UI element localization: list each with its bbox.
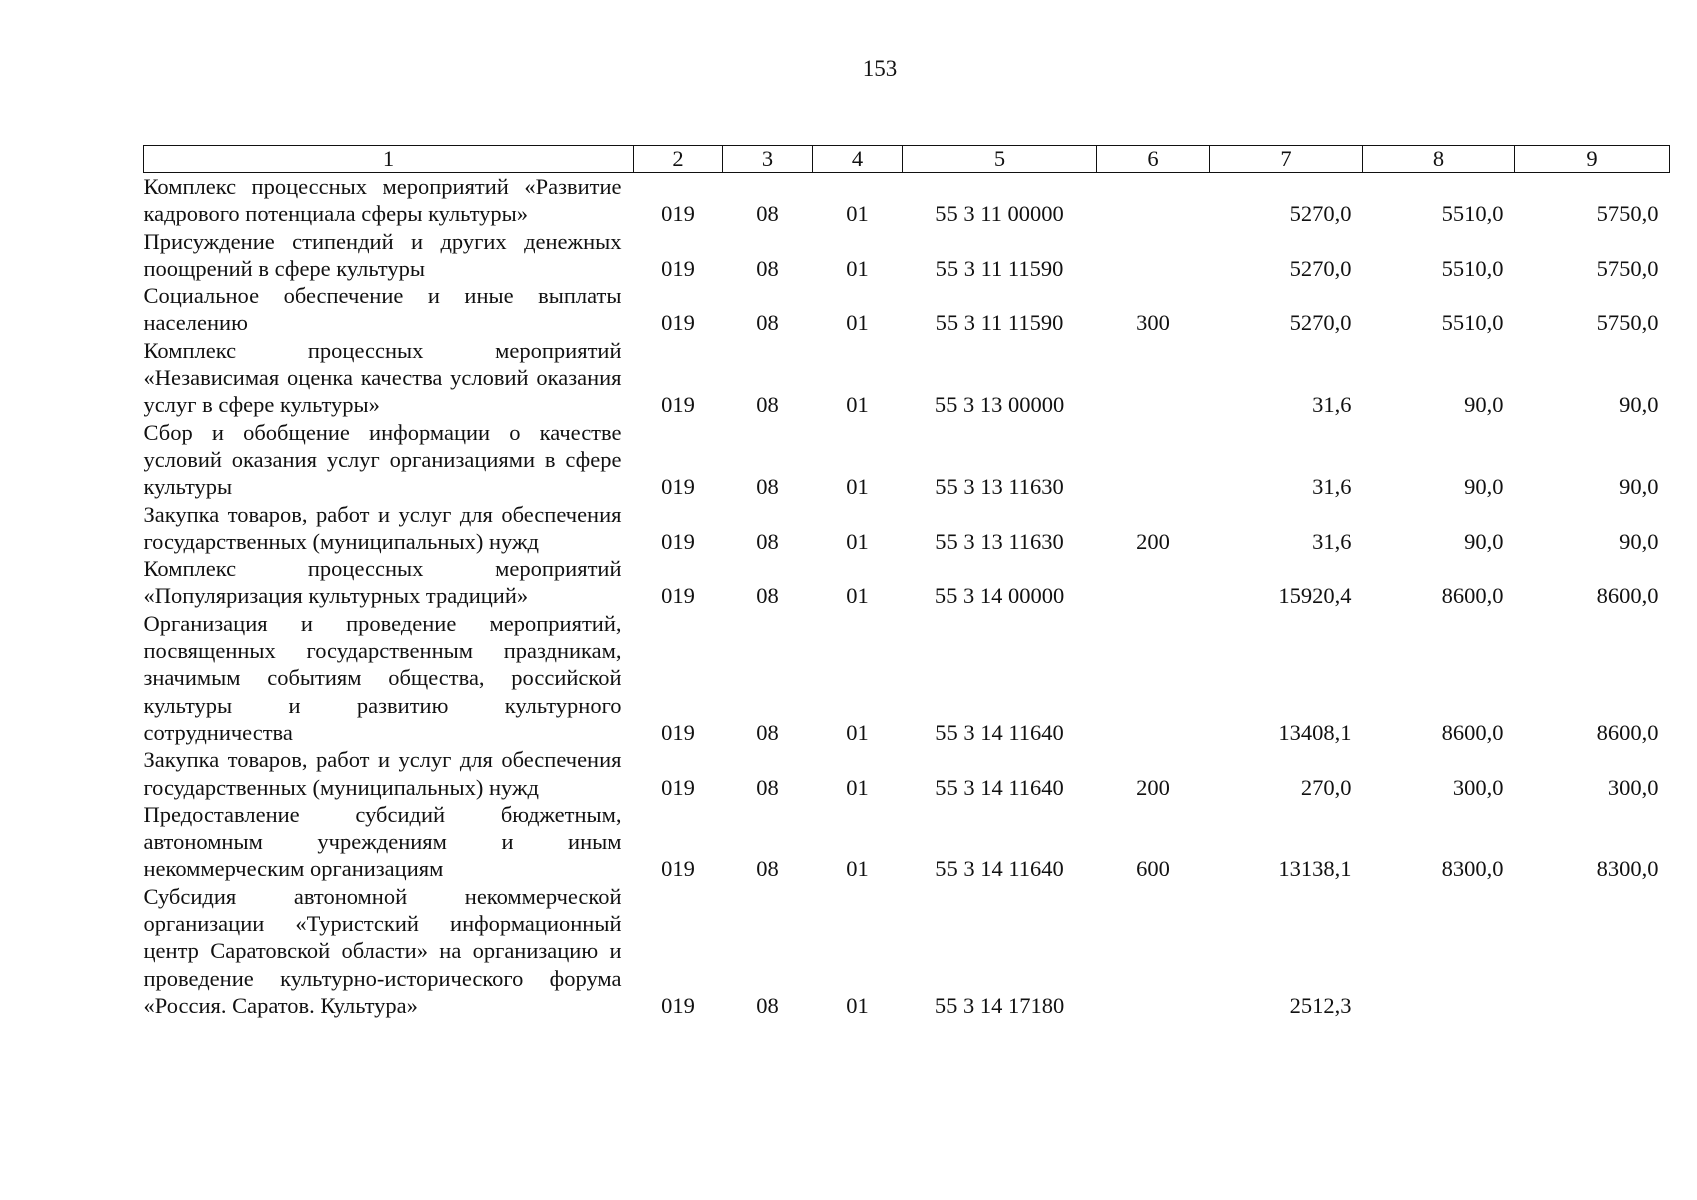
table-body bbox=[144, 173, 1670, 1020]
table-row bbox=[144, 501, 1670, 556]
cell-amount-col8: 8300,0 bbox=[1441, 856, 1504, 882]
cell-subsection-code: 01 bbox=[846, 992, 869, 1018]
column-header-8: 8 bbox=[1363, 146, 1515, 173]
cell-amount-col7: 13408,1 bbox=[1278, 719, 1352, 745]
row-description: Закупка товаров, работ и услуг для обеспечения государственных (муниципальных) нужд bbox=[143, 501, 622, 554]
cell-subsection-code: 01 bbox=[846, 774, 869, 800]
cell-subsection-code: 01 bbox=[846, 474, 869, 500]
cell-target-item-code: 55 3 13 00000 bbox=[934, 392, 1065, 418]
cell-amount-col7: 5270,0 bbox=[1289, 201, 1352, 227]
row-description: Социальное обеспечение и иные выплаты населению bbox=[143, 283, 622, 336]
cell-section-code: 08 bbox=[756, 201, 779, 227]
cell-ministry-code: 019 bbox=[661, 392, 695, 418]
cell-subsection-code: 01 bbox=[846, 201, 869, 227]
cell-amount-col9: 8300,0 bbox=[1596, 856, 1659, 882]
cell-amount-col8: 5510,0 bbox=[1441, 201, 1504, 227]
cell-section-code: 08 bbox=[756, 856, 779, 882]
table-row bbox=[144, 282, 1670, 337]
cell-amount-col8: 300,0 bbox=[1452, 774, 1504, 800]
column-header-5: 5 bbox=[903, 146, 1097, 173]
cell-target-item-code: 55 3 11 11590 bbox=[935, 310, 1064, 336]
cell-amount-col8: 90,0 bbox=[1464, 474, 1504, 500]
cell-subsection-code: 01 bbox=[846, 719, 869, 745]
page-number: 153 bbox=[862, 56, 898, 81]
cell-ministry-code: 019 bbox=[661, 474, 695, 500]
cell-amount-col9 bbox=[1515, 883, 1670, 1019]
row-description: Комплекс процессных мероприятий «Независимая оценка качества условий оказания услуг в сфере культуры» bbox=[143, 337, 622, 418]
column-header-1: 1 bbox=[144, 146, 634, 173]
cell-subsection-code: 01 bbox=[846, 856, 869, 882]
table-row bbox=[144, 419, 1670, 501]
cell-target-item-code: 55 3 14 11640 bbox=[935, 856, 1064, 882]
cell-expense-type-code bbox=[1097, 173, 1210, 228]
cell-amount-col7: 15920,4 bbox=[1278, 583, 1352, 609]
cell-amount-col8: 5510,0 bbox=[1441, 255, 1504, 281]
cell-section-code: 08 bbox=[756, 774, 779, 800]
cell-section-code: 08 bbox=[756, 255, 779, 281]
cell-amount-col7: 13138,1 bbox=[1278, 856, 1352, 882]
cell-amount-col8: 8600,0 bbox=[1441, 719, 1504, 745]
table-row bbox=[144, 746, 1670, 801]
row-description: Закупка товаров, работ и услуг для обеспечения государственных (муниципальных) нужд bbox=[143, 747, 622, 800]
cell-target-item-code: 55 3 13 11630 bbox=[935, 474, 1064, 500]
cell-ministry-code: 019 bbox=[661, 583, 695, 609]
table-row bbox=[144, 801, 1670, 883]
cell-amount-col9: 90,0 bbox=[1619, 528, 1659, 554]
cell-expense-type-code bbox=[1097, 883, 1210, 1019]
cell-ministry-code: 019 bbox=[661, 856, 695, 882]
cell-amount-col9: 90,0 bbox=[1619, 474, 1659, 500]
header-row bbox=[144, 146, 1670, 173]
cell-amount-col8: 90,0 bbox=[1464, 392, 1504, 418]
cell-amount-col7: 270,0 bbox=[1300, 774, 1352, 800]
cell-subsection-code: 01 bbox=[846, 528, 869, 554]
cell-amount-col8 bbox=[1363, 883, 1515, 1019]
cell-expense-type-code bbox=[1097, 610, 1210, 746]
table-row bbox=[144, 610, 1670, 746]
table-row bbox=[144, 228, 1670, 283]
table-row bbox=[144, 555, 1670, 610]
cell-amount-col7: 2512,3 bbox=[1289, 992, 1352, 1018]
cell-target-item-code: 55 3 11 00000 bbox=[935, 201, 1064, 227]
cell-section-code: 08 bbox=[756, 310, 779, 336]
column-header-3: 3 bbox=[723, 146, 813, 173]
cell-section-code: 08 bbox=[756, 719, 779, 745]
cell-ministry-code: 019 bbox=[661, 255, 695, 281]
column-header-6: 6 bbox=[1097, 146, 1210, 173]
cell-amount-col8: 5510,0 bbox=[1441, 310, 1504, 336]
cell-amount-col9: 8600,0 bbox=[1596, 583, 1659, 609]
cell-subsection-code: 01 bbox=[846, 310, 869, 336]
column-number-header bbox=[144, 146, 1670, 173]
cell-subsection-code: 01 bbox=[846, 583, 869, 609]
cell-ministry-code: 019 bbox=[661, 201, 695, 227]
row-description: Комплекс процессных мероприятий «Развитие кадрового потенциала сферы культуры» bbox=[143, 174, 622, 227]
table-row bbox=[144, 173, 1670, 228]
cell-target-item-code: 55 3 14 17180 bbox=[934, 992, 1065, 1018]
cell-ministry-code: 019 bbox=[661, 528, 695, 554]
column-header-7: 7 bbox=[1210, 146, 1363, 173]
cell-amount-col9: 5750,0 bbox=[1596, 201, 1659, 227]
cell-expense-type-code bbox=[1097, 419, 1210, 501]
cell-amount-col9: 5750,0 bbox=[1596, 255, 1659, 281]
table-row bbox=[144, 883, 1670, 1019]
row-description: Организация и проведение мероприятий, посвященных государственным праздникам, значимым событиям общества, российской культуры и развитию культурного сотрудничества bbox=[143, 610, 622, 745]
cell-amount-col9: 90,0 bbox=[1619, 392, 1659, 418]
cell-amount-col7: 5270,0 bbox=[1289, 310, 1352, 336]
cell-amount-col9: 300,0 bbox=[1607, 774, 1659, 800]
cell-ministry-code: 019 bbox=[661, 310, 695, 336]
cell-amount-col7: 31,6 bbox=[1312, 474, 1352, 500]
cell-expense-type-code bbox=[1097, 555, 1210, 610]
column-header-9: 9 bbox=[1515, 146, 1670, 173]
row-description: Комплекс процессных мероприятий «Популяризация культурных традиций» bbox=[143, 556, 622, 609]
cell-expense-type-code: 200 bbox=[1136, 774, 1170, 800]
cell-target-item-code: 55 3 14 11640 bbox=[935, 774, 1064, 800]
cell-subsection-code: 01 bbox=[846, 392, 869, 418]
cell-expense-type-code: 300 bbox=[1136, 310, 1170, 336]
cell-target-item-code: 55 3 11 11590 bbox=[935, 255, 1064, 281]
column-header-4: 4 bbox=[813, 146, 903, 173]
cell-amount-col8: 90,0 bbox=[1464, 528, 1504, 554]
cell-amount-col8: 8600,0 bbox=[1441, 583, 1504, 609]
cell-ministry-code: 019 bbox=[661, 719, 695, 745]
cell-expense-type-code: 600 bbox=[1136, 856, 1170, 882]
cell-section-code: 08 bbox=[756, 583, 779, 609]
cell-target-item-code: 55 3 13 11630 bbox=[935, 528, 1064, 554]
cell-section-code: 08 bbox=[756, 392, 779, 418]
cell-amount-col7: 31,6 bbox=[1312, 392, 1352, 418]
cell-expense-type-code bbox=[1097, 228, 1210, 283]
cell-subsection-code: 01 bbox=[846, 255, 869, 281]
row-description: Субсидия автономной некоммерческой организации «Туристский информационный центр Саратовской области» на организацию и проведение культурно-исторического форума «Россия. Саратов. Культура» bbox=[143, 883, 622, 1018]
column-header-2: 2 bbox=[634, 146, 723, 173]
cell-expense-type-code bbox=[1097, 337, 1210, 419]
budget-table bbox=[143, 145, 1670, 1019]
table-row bbox=[144, 337, 1670, 419]
cell-ministry-code: 019 bbox=[661, 992, 695, 1018]
cell-expense-type-code: 200 bbox=[1136, 528, 1170, 554]
cell-ministry-code: 019 bbox=[661, 774, 695, 800]
cell-section-code: 08 bbox=[756, 528, 779, 554]
row-description: Предоставление субсидий бюджетным, автономным учреждениям и иным некоммерческим организациям bbox=[143, 801, 622, 882]
cell-target-item-code: 55 3 14 11640 bbox=[935, 719, 1064, 745]
cell-section-code: 08 bbox=[756, 992, 779, 1018]
cell-amount-col9: 5750,0 bbox=[1596, 310, 1659, 336]
cell-target-item-code: 55 3 14 00000 bbox=[934, 583, 1065, 609]
cell-amount-col9: 8600,0 bbox=[1596, 719, 1659, 745]
cell-amount-col7: 31,6 bbox=[1312, 528, 1352, 554]
cell-amount-col7: 5270,0 bbox=[1289, 255, 1352, 281]
row-description: Присуждение стипендий и других денежных поощрений в сфере культуры bbox=[143, 228, 622, 281]
row-description: Сбор и обобщение информации о качестве условий оказания услуг организациями в сфере культуры bbox=[143, 419, 622, 500]
cell-section-code: 08 bbox=[756, 474, 779, 500]
